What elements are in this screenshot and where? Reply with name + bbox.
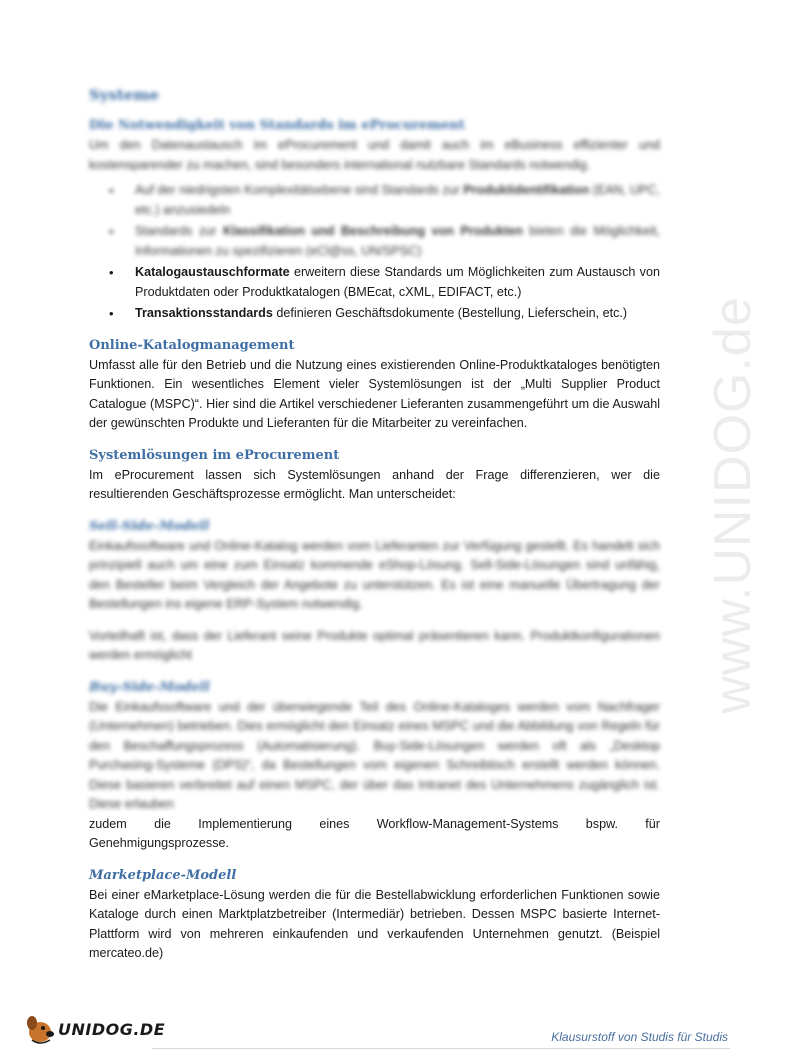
list-item: • Transaktionsstandards definieren Geschäftsdokumente (Bestellung, Lieferschein, etc.) (135, 304, 660, 324)
dog-icon (22, 1010, 62, 1050)
sell-side-text-2: Vorteilhaft ist, dass der Lieferant seine Produkte optimal präsentieren kann. Produktkonfigurationen werden ermöglicht (89, 628, 660, 662)
footer-divider (152, 1048, 730, 1049)
document-content (89, 86, 660, 978)
marketplace-text: Bei einer eMarketplace-Lösung werden die für die Bestellabwicklung erforderlichen Funktionen sowie Kataloge durch einen Marktplatzbetreiber (Intermediär) betrieben. Dessen MSPC basierte Internet-Plattform wird von mehreren einkaufenden und verkaufenden Unternehmen genutzt. (Beispiel mercateo.de) (89, 887, 660, 960)
systemloesungen-section (89, 448, 660, 505)
buy-side-text-visible: zudem die Implementierung eines Workflow-Management-Systems bspw. für Genehmigungsprozesse. (89, 816, 660, 850)
systemloesungen-text: Im eProcurement lassen sich Systemlösungen anhand der Frage differenzieren, wer die resultierenden Geschäftsprozesse ermöglicht. Man unterscheidet: (89, 467, 660, 501)
list-item: • Auf der niedrigsten Komplexitätsebene sind Standards zur Produktidentifikation (EAN, UPC, etc.) anzusiedeln (135, 181, 660, 220)
standards-section (89, 118, 660, 324)
buy-side-section (89, 680, 660, 854)
standards-heading: Die Notwendigkeit von Standards im eProcurement (89, 118, 465, 133)
standards-list (89, 181, 660, 324)
systemloesungen-heading: Systemlösungen im eProcurement (89, 447, 340, 463)
standards-intro: Um den Datenaustausch im eProcurement und damit auch im eBusiness effizienter und kostensparender zu machen, sind besonders international nutzbare Standards notwendig. (89, 138, 660, 172)
sell-side-heading: Sell-Side-Modell (89, 518, 210, 534)
marketplace-section (89, 868, 660, 964)
list-item: • Standards zur Klassifikation und Beschreibung von Produkten bieten die Möglichkeit, Informationen zu spezifizieren (eCl@ss, UN/SPSC) (135, 222, 660, 261)
sell-side-section (89, 519, 660, 666)
buy-side-heading: Buy-Side-Modell (89, 679, 210, 695)
katalog-heading: Online-Katalogmanagement (89, 337, 295, 353)
sell-side-text: Einkaufssoftware und Online-Katalog werden vom Lieferanten zur Verfügung gestellt. Es handelt sich prinzipiell auch um eine zum Einsatz kommende eShop-Lösung. Sell-Side-Lösungen sind unfähig, den Besteller beim Vergleich der Angebote zu unterstützen. Es ist eine manuelle Übertragung der Bestellungen ins eigene ERP-System notwendig. (89, 538, 660, 611)
logo-text: UNIDOG.DE (58, 1020, 166, 1039)
katalog-section (89, 338, 660, 434)
unidog-logo (22, 1010, 166, 1050)
footer-tagline: Klausurstoff von Studis für Studis (551, 1030, 728, 1044)
marketplace-heading: Marketplace-Modell (89, 867, 237, 883)
watermark: www.UNIDOG.de (704, 296, 762, 714)
list-item: • Katalogaustauschformate erweitern diese Standards um Möglichkeiten zum Austausch von Produktdaten oder Produktkatalogen (BMEcat, cXML, EDIFACT, etc.) (135, 263, 660, 302)
buy-side-text: Die Einkaufssoftware und der überwiegende Teil des Online-Kataloges werden vom Nachfrager (Unternehmen) betrieben. Dies ermöglicht den Einsatz eines MSPC und die Abbildung von Regeln für den Beschaffungsprozess (Automatisierung). Buy-Side-Lösungen werden oft als „Desktop Purchasing-Systeme (DPS)“, da Bestellungen vom eigenen Schreibtisch erstellt werden können. Diese basieren verbreitet auf einen MSPC, der über das Intranet des Unternehmens zugänglich ist. Diese erlauben (89, 699, 660, 811)
katalog-text: Umfasst alle für den Betrieb und die Nutzung eines existierenden Online-Produktkataloges benötigten Funktionen. Ein wesentliches Element vieler Systemlösungen ist der „Multi Supplier Product Catalogue (MSPC)“. Hier sind die Artikel verschiedener Lieferanten zusammengeführt um die Auswahl der gewünschten Produkte und Lieferanten für die Mitarbeiter zu vereinfachen. (89, 357, 660, 430)
section-title: Systeme (89, 86, 159, 104)
